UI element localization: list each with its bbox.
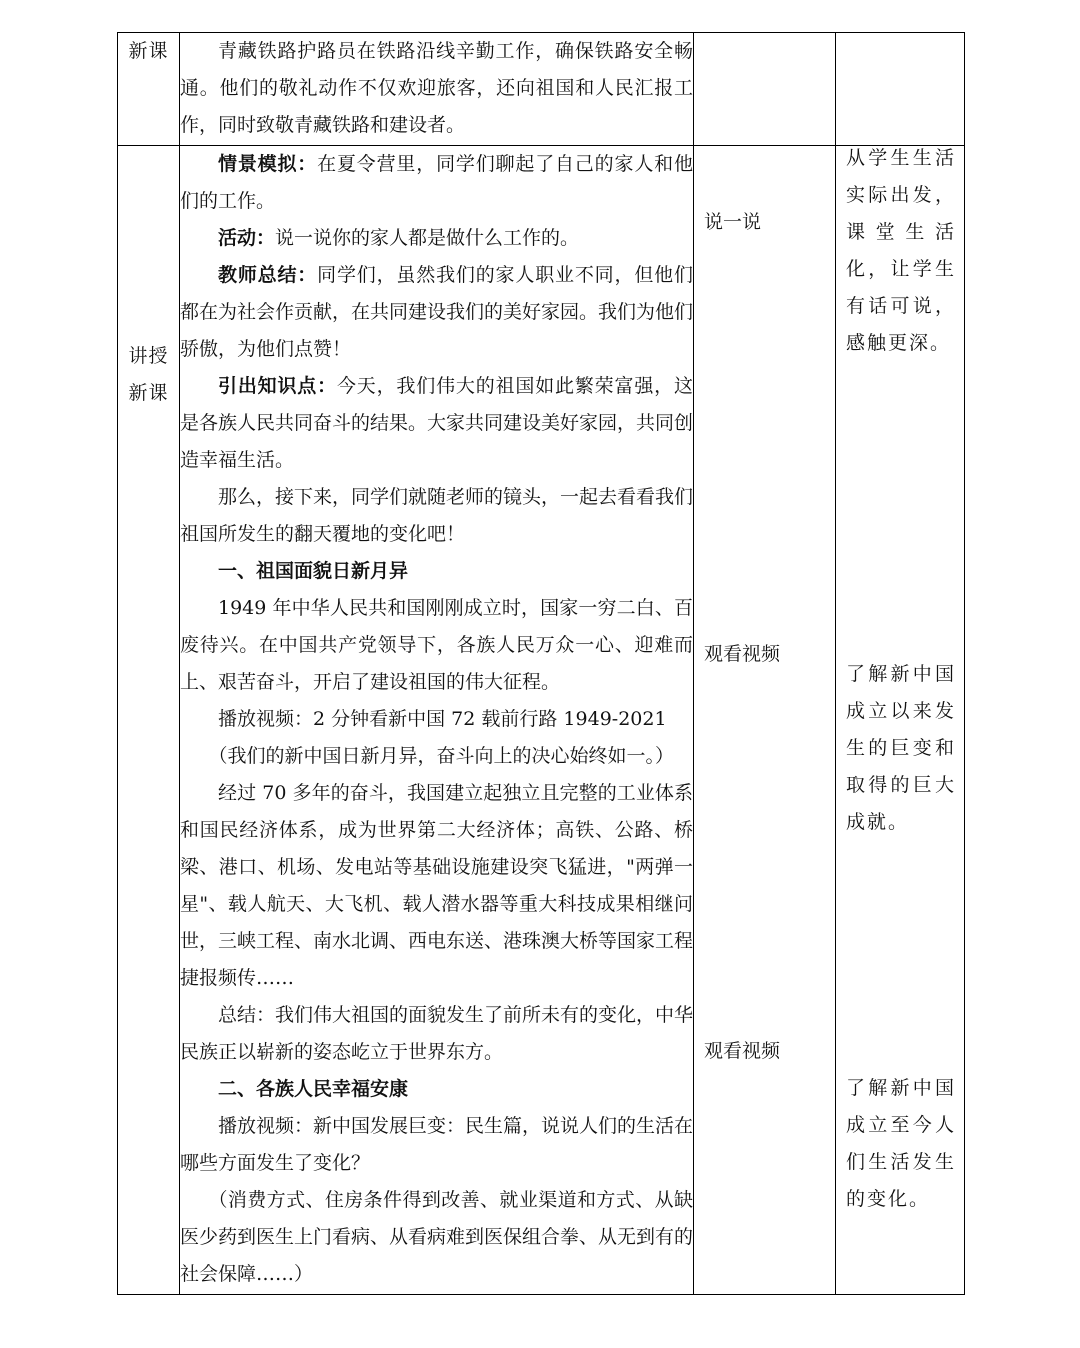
paragraph: （我们的新中国日新月异，奋斗向上的决心始终如一。）	[208, 745, 675, 767]
paragraph: 那么，接下来，同学们就随老师的镜头，一起去看看我们祖国所发生的翻天覆地的变化吧！	[180, 486, 694, 545]
paragraph	[180, 368, 693, 479]
content-cell	[180, 146, 694, 1295]
section-heading-text: 二、各族人民幸福安康	[218, 1078, 409, 1100]
paragraph: 青藏铁路护路员在铁路沿线辛勤工作，确保铁路安全畅通。他们的敬礼动作不仅欢迎旅客，还向祖国和人民汇报工作，同时致敬青藏铁路和建设者。	[180, 40, 693, 136]
paragraph-text: 今天，我们伟大的祖国如此繁荣富强，这是各族人民共同奋斗的结果。大家共同建设美好家园，共同创造幸福生活。	[180, 375, 694, 471]
activity-label: 观看视频	[704, 1040, 781, 1062]
stage-cell	[118, 146, 180, 1295]
intent-text: 了解新中国成立至今人们生活发生的变化。	[846, 1077, 956, 1210]
stage-label: 讲授	[128, 345, 169, 367]
activity-label: 观看视频	[704, 643, 781, 665]
paragraph: 1949 年中华人民共和国刚刚成立时，国家一穷二白、百废待兴。在中国共产党领导下，各族人民万众一心、迎难而上、艰苦奋斗，开启了建设祖国的伟大征程。	[180, 597, 693, 693]
stage-cell	[118, 33, 180, 146]
intent-cell	[836, 146, 965, 1295]
stage-label: 新课	[128, 382, 169, 404]
paragraph-text: 说一说你的家人都是做什么工作的。	[275, 227, 580, 249]
paragraph: （消费方式、住房条件得到改善、就业渠道和方式、从缺医少药到医生上门看病、从看病难到医保组合拳、从无到有的社会保障……）	[180, 1189, 694, 1285]
section-heading-text: 一、祖国面貌日新月异	[218, 560, 409, 582]
paragraph	[180, 220, 693, 257]
lesson-plan-table	[117, 32, 965, 1295]
paragraph-text: 在夏令营里，同学们聊起了自己的家人和他们的工作。	[180, 153, 693, 212]
bold-label: 活动：	[218, 227, 276, 249]
paragraph-text: 同学们，虽然我们的家人职业不同，但他们都在为社会作贡献，在共同建设我们的美好家园。我们为他们骄傲，为他们点赞！	[180, 264, 694, 360]
paragraph	[180, 257, 693, 368]
content-cell	[180, 33, 694, 146]
paragraph: 总结：我们伟大祖国的面貌发生了前所未有的变化，中华民族正以崭新的姿态屹立于世界东方。	[180, 1004, 694, 1063]
intent-text: 从学生生活实际出发，课堂生活化，让学生有话可说，感触更深。	[846, 147, 956, 354]
intent-text: 了解新中国成立以来发生的巨变和取得的巨大成就。	[846, 663, 956, 833]
section-heading	[180, 1071, 693, 1108]
activity-label: 说一说	[704, 211, 762, 233]
paragraph: 经过 70 多年的奋斗，我国建立起独立且完整的工业体系和国民经济体系，成为世界第二大经济体；高铁、公路、桥梁、港口、机场、发电站等基础设施建设突飞猛进，"两弹一星"、载人航天、大飞机、载人潜水器等重大科技成果相继问世，三峡工程、南水北调、西电东送、港珠澳大桥等国家工程捷报频传……	[180, 782, 694, 989]
section-heading	[180, 553, 693, 590]
activity-cell	[694, 146, 836, 1295]
table-row	[118, 146, 965, 1295]
table-row	[118, 33, 965, 146]
stage-label: 新课	[128, 40, 169, 62]
paragraph: 播放视频：2 分钟看新中国 72 载前行路 1949-2021	[218, 708, 667, 730]
intent-cell	[836, 33, 965, 146]
bold-label: 情景模拟：	[218, 153, 318, 175]
paragraph: 播放视频：新中国发展巨变：民生篇，说说人们的生活在哪些方面发生了变化？	[180, 1115, 694, 1174]
paragraph	[180, 146, 693, 220]
activity-cell	[694, 33, 836, 146]
bold-label: 教师总结：	[218, 264, 318, 286]
bold-label: 引出知识点：	[218, 375, 337, 397]
